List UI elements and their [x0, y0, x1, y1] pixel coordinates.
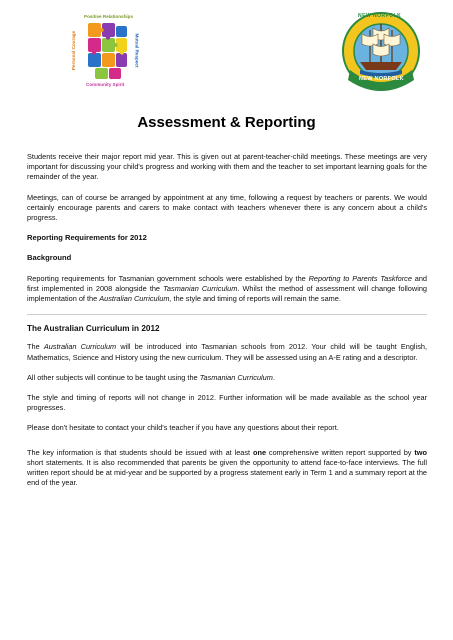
puzzle-icon: [62, 14, 158, 90]
school-crest: [340, 10, 422, 96]
school-values-logo: [62, 14, 158, 90]
logo-top-text: Positive Relationships: [84, 14, 134, 19]
curriculum-paragraph-3: The style and timing of reports will not change in 2012. Further information will be made available as the school year progresses.: [27, 393, 427, 413]
australian-curriculum-heading: The Australian Curriculum in 2012: [27, 324, 160, 334]
key-information-paragraph: The key information is that students should be issued with at least one comprehensive written report supported by two short statements. It is also recommended that parents be given the opportunity to attend face-to-face interviews. The full written report should be at mid-year and be supported by a progress statement early in Term 1 and a summary report at the end of the year.: [27, 447, 427, 488]
section-divider: [27, 314, 427, 315]
intro-paragraph-2: Meetings, can of course be arranged by appointment at any time, following a request by teachers or parents. We would certainly encourage parents and carers to make contact with teachers whenever there is any concern about a child's progress.: [27, 192, 427, 223]
background-heading: Background: [27, 253, 72, 263]
document-body: [27, 152, 427, 498]
ship-crest-icon: [340, 10, 422, 96]
page-title: Assessment & Reporting: [137, 114, 316, 131]
crest-banner-text: NEW NORFOLK: [359, 76, 404, 82]
reporting-requirements-heading: Reporting Requirements for 2012: [27, 233, 147, 243]
curriculum-paragraph-4: Please don't hesitate to contact your child's teacher if you have any questions about their report.: [27, 423, 339, 433]
curriculum-paragraph-1: The Australian Curriculum will be introduced into Tasmanian schools from 2012. Your child will be taught English, Mathematics, Science and History using the new curriculum. They will be assessed using an A-E rating and a descriptor.: [27, 342, 427, 362]
logo-right-text: Mutual Respect: [134, 33, 140, 68]
intro-paragraph-1: Students receive their major report mid year. This is given out at parent-teacher-child meetings. These meetings are very important for discussing your child's progress and working with them and the teacher to set important learning goals for the remainder of the year.: [27, 152, 427, 182]
crest-top-text: NEW NORFOLK: [358, 13, 402, 19]
background-paragraph: Reporting requirements for Tasmanian government schools were established by the Reporting to Parents Taskforce and first implemented in 2008 alongside the Tasmanian Curriculum. Whilst the method of assessment will change following implementation of the Australian Curriculum, the style and timing of reports will remain the same.: [27, 273, 427, 304]
logo-left-text: Personal Courage: [71, 30, 77, 71]
curriculum-paragraph-2: All other subjects will continue to be taught using the Tasmanian Curriculum.: [27, 372, 275, 382]
logo-bottom-text: Community Spirit: [86, 82, 125, 87]
